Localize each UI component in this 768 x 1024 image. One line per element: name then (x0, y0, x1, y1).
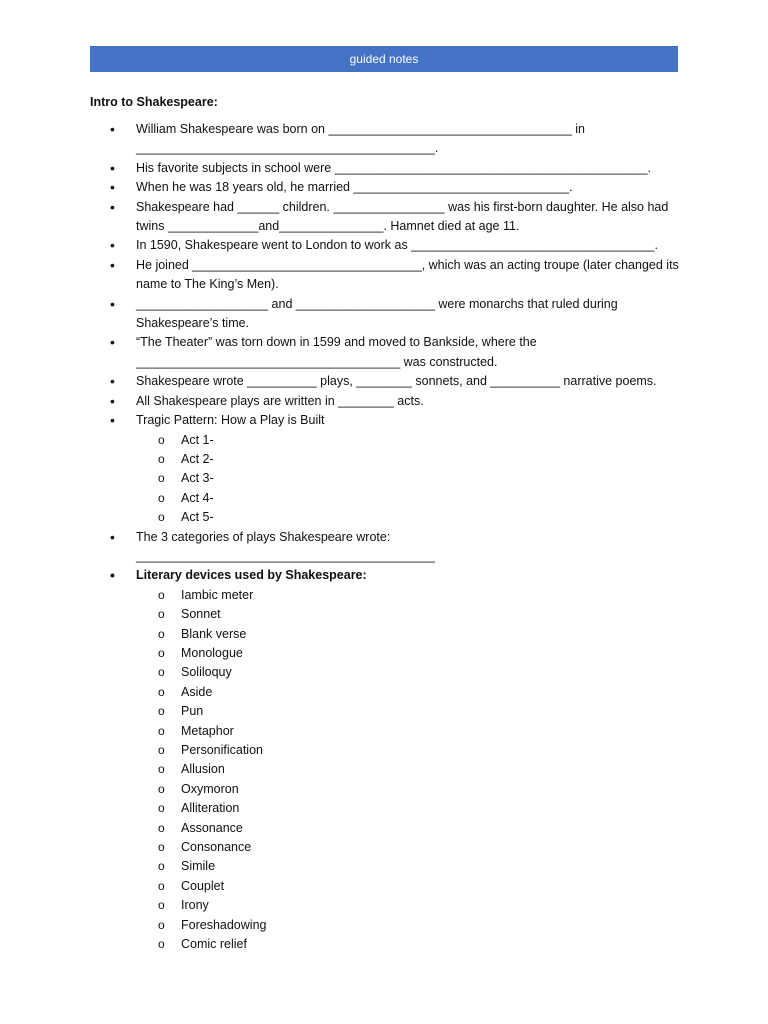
note-item: • Shakespeare wrote __________ plays, ________ sonnets, and __________ narrative poems. (90, 372, 680, 391)
device-item: o Consonance (136, 838, 680, 857)
categories-item: • The 3 categories of plays Shakespeare wrote: ___________________________________________ (90, 528, 680, 567)
note-item: • All Shakespeare plays are written in ________ acts. (90, 392, 680, 411)
device-item: o Irony (136, 896, 680, 915)
note-item: • William Shakespeare was born on ___________________________________ in ___________________________________________. (90, 120, 680, 159)
act-item: o Act 1- (136, 431, 680, 450)
act-item: o Act 4- (136, 489, 680, 508)
device-item: o Allusion (136, 760, 680, 779)
note-item: • ___________________ and ____________________ were monarchs that ruled during Shakespeare’s time. (90, 295, 680, 334)
device-item: o Assonance (136, 819, 680, 838)
device-item: o Blank verse (136, 625, 680, 644)
literary-devices-list (136, 586, 680, 955)
note-item: • Shakespeare had ______ children. ________________ was his first-born daughter. He also had twins _____________and_______________. Hamnet died at age 11. (90, 198, 680, 237)
header-bar (90, 46, 678, 72)
device-item: o Personification (136, 741, 680, 760)
device-item: o Comic relief (136, 935, 680, 954)
device-item: o Foreshadowing (136, 916, 680, 935)
device-item: o Metaphor (136, 722, 680, 741)
device-item: o Alliteration (136, 799, 680, 818)
note-item: • His favorite subjects in school were _____________________________________________. (90, 159, 680, 178)
note-item: • He joined _________________________________, which was an acting troupe (later changed its name to The King’s Men). (90, 256, 680, 295)
act-item: o Act 5- (136, 508, 680, 527)
act-item: o Act 3- (136, 469, 680, 488)
header-title: guided notes (349, 52, 419, 66)
section-title: Intro to Shakespeare: (90, 95, 218, 109)
device-item: o Oxymoron (136, 780, 680, 799)
acts-list (136, 431, 680, 528)
device-item: o Simile (136, 857, 680, 876)
device-item: o Pun (136, 702, 680, 721)
device-item: o Soliloquy (136, 663, 680, 682)
act-item: o Act 2- (136, 450, 680, 469)
literary-devices-label: Literary devices used by Shakespeare: (136, 568, 367, 583)
note-item: • In 1590, Shakespeare went to London to work as ___________________________________. (90, 236, 680, 255)
tragic-pattern-item (90, 411, 680, 527)
literary-devices-item (90, 566, 680, 954)
device-item: o Sonnet (136, 605, 680, 624)
device-item: o Iambic meter (136, 586, 680, 605)
tragic-pattern-label: Tragic Pattern: How a Play is Built (136, 413, 325, 428)
notes-list (90, 120, 680, 954)
note-item: • When he was 18 years old, he married _______________________________. (90, 178, 680, 197)
device-item: o Aside (136, 683, 680, 702)
device-item: o Couplet (136, 877, 680, 896)
device-item: o Monologue (136, 644, 680, 663)
note-item: • “The Theater” was torn down in 1599 and moved to Bankside, where the ______________________________________ was constructed. (90, 333, 680, 372)
